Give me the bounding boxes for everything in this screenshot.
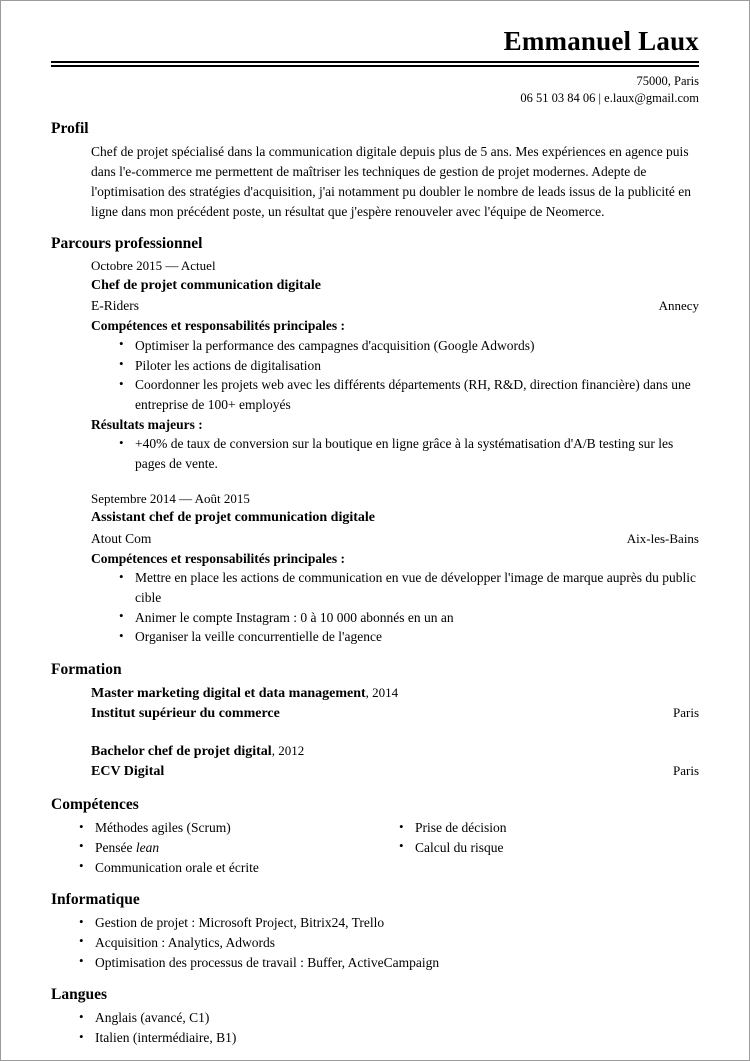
education-school: Institut supérieur du commerce	[91, 706, 280, 722]
experience-company: Atout Com	[91, 530, 152, 546]
languages-list	[51, 1008, 699, 1047]
education-location: Paris	[673, 705, 699, 721]
list-item: • Anglais (avancé, C1)	[79, 1008, 699, 1028]
education-school-row	[91, 762, 699, 782]
experience-date: Septembre 2014 — Août 2015	[91, 490, 250, 506]
list-item: • Piloter les actions de digitalisation	[119, 356, 699, 376]
list-item: • Pensée lean	[79, 838, 371, 858]
section-it	[51, 891, 699, 972]
skills-list-left	[51, 818, 371, 877]
contact-block	[51, 73, 699, 107]
education-school-row	[91, 704, 699, 724]
list-item: • Optimiser la performance des campagnes d'acquisition (Google Adwords)	[119, 336, 699, 356]
section-title-it: Informatique	[51, 891, 140, 909]
candidate-name: Emmanuel Laux	[503, 26, 699, 56]
cv-header	[51, 27, 699, 106]
list-item: • +40% de taux de conversion sur la boutique en ligne grâce à la systématisation d'A/B testing sur les pages de vente.	[119, 434, 699, 473]
experience-entry	[91, 257, 699, 473]
experience-skills-label: Compétences et responsabilités principales :	[91, 550, 345, 566]
list-item: • Gestion de projet : Microsoft Project, Bitrix24, Trello	[79, 913, 699, 933]
education-school: ECV Digital	[91, 763, 165, 779]
section-title-experience: Parcours professionnel	[51, 235, 203, 253]
education-degree-line	[91, 683, 699, 704]
list-item: • Prise de décision	[399, 818, 699, 838]
list-item: • Optimisation des processus de travail : Buffer, ActiveCampaign	[79, 953, 699, 973]
section-experience	[51, 235, 699, 647]
experience-location: Annecy	[658, 298, 699, 314]
experience-company-row	[91, 529, 699, 549]
section-title-education: Formation	[51, 660, 122, 678]
education-degree-line	[91, 741, 699, 762]
education-degree: Bachelor chef de projet digital	[91, 743, 272, 759]
section-education	[51, 661, 699, 782]
list-item: • Calcul du risque	[399, 838, 699, 858]
contact-phone-email: 06 51 03 84 06 | e.laux@gmail.com	[520, 90, 699, 105]
list-item: • Communication orale et écrite	[79, 858, 371, 878]
education-year: , 2014	[365, 684, 399, 700]
it-list	[51, 913, 699, 972]
experience-company: E-Riders	[91, 298, 139, 314]
list-item: • Mettre en place les actions de communication en vue de développer l'image de marque auprès du public cible	[119, 568, 699, 607]
education-entry	[91, 741, 699, 783]
experience-skills-label: Compétences et responsabilités principales :	[91, 318, 345, 334]
contact-address: 75000, Paris	[636, 73, 699, 88]
list-item: • Animer le compte Instagram : 0 à 10 000 abonnés en un an	[119, 608, 699, 628]
experience-results-label: Résultats majeurs :	[91, 416, 203, 432]
experience-company-row	[91, 296, 699, 316]
experience-skills-list	[91, 336, 699, 415]
list-item: • Coordonner les projets web avec les différents départements (RH, R&D, direction financière) dans une entreprise de 100+ employés	[119, 375, 699, 414]
experience-job-title: Chef de projet communication digitale	[91, 278, 321, 294]
skills-list-right	[371, 818, 699, 857]
section-profile	[51, 120, 699, 221]
experience-date: Octobre 2015 — Actuel	[91, 258, 216, 274]
section-skills	[51, 796, 699, 877]
header-divider	[51, 61, 699, 67]
profile-text: Chef de projet spécialisé dans la communication digitale depuis plus de 5 ans. Mes expériences en agence puis dans l'e-commerce me permettent de maîtriser les techniques de gestion de projet modernes. Adepte de l'optimisation des stratégies d'acquisition, j'ai notamment pu doubler le nombre de leads issus de la publicité en ligne dans mon précédent poste, un résultat que j'espère renouveler avec l'équipe de Neomerce.	[91, 144, 692, 219]
education-location: Paris	[673, 762, 699, 778]
experience-job-title: Assistant chef de projet communication digitale	[91, 510, 375, 526]
experience-location: Aix-les-Bains	[626, 530, 699, 546]
section-languages	[51, 986, 699, 1047]
experience-entry	[91, 490, 699, 647]
experience-results-list	[91, 434, 699, 473]
list-item: • Italien (intermédiaire, B1)	[79, 1028, 699, 1048]
education-degree: Master marketing digital et data management	[91, 685, 366, 701]
list-item: • Organiser la veille concurrentielle de l'agence	[119, 627, 699, 647]
section-title-languages: Langues	[51, 986, 107, 1004]
list-item: • Méthodes agiles (Scrum)	[79, 818, 371, 838]
list-item: • Acquisition : Analytics, Adwords	[79, 933, 699, 953]
experience-skills-list	[91, 568, 699, 647]
section-title-profile: Profil	[51, 120, 89, 138]
education-year: , 2012	[271, 742, 305, 758]
section-title-skills: Compétences	[51, 796, 139, 814]
education-entry	[91, 683, 699, 725]
